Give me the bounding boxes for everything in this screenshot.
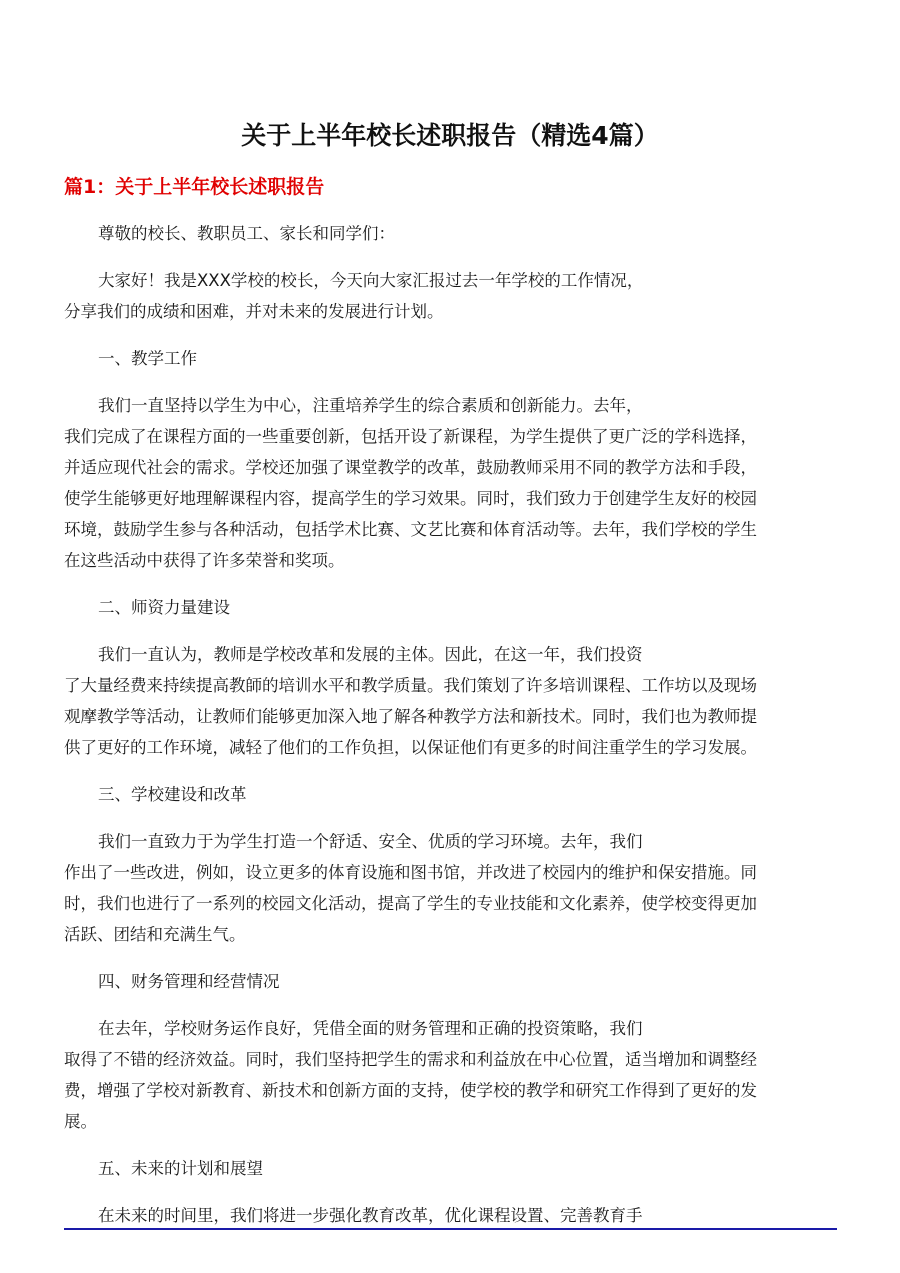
text-line: 环境，鼓励学生参与各种活动，包括学术比赛、文艺比赛和体育活动等。去年，我们学校的学生 xyxy=(64,520,757,539)
text-line: 在去年，学校财务运作良好，凭借全面的财务管理和正确的投资策略，我们 xyxy=(98,1019,643,1038)
text-line: 了大量经费来持续提高教師的培训水平和教学质量。我们策划了许多培训课程、工作坊以及现场 xyxy=(64,676,757,695)
text-line: 供了更好的工作环境，减轻了他们的工作负担，以保证他们有更多的时间注重学生的学习发展。 xyxy=(64,738,757,757)
intro-paragraph xyxy=(64,265,844,327)
section-paragraph-faculty xyxy=(64,639,844,763)
section-heading-faculty: 二、师资力量建设 xyxy=(98,598,230,617)
section-paragraph-future xyxy=(64,1200,844,1231)
text-line: 我们一直坚持以学生为中心，注重培养学生的综合素质和创新能力。去年， xyxy=(98,396,643,415)
greeting: 尊敬的校长、教职员工、家长和同学们： xyxy=(98,224,395,243)
text-line: 并适应现代社会的需求。学校还加强了课堂教学的改革，鼓励教师采用不同的教学方法和手段， xyxy=(64,458,757,477)
document-title: 关于上半年校长述职报告（精选4篇） xyxy=(241,121,659,150)
text-line: 我们完成了在课程方面的一些重要创新，包括开设了新课程，为学生提供了更广泛的学科选择， xyxy=(64,427,757,446)
text-line: 在未来的时间里，我们将进一步强化教育改革，优化课程设置、完善教育手 xyxy=(98,1206,643,1225)
text-line: 取得了不错的经济效益。同时，我们坚持把学生的需求和利益放在中心位置，适当增加和调整经 xyxy=(64,1050,757,1069)
text-line: 活跃、团结和充满生气。 xyxy=(64,925,246,944)
text-line: 我们一直认为，教师是学校改革和发展的主体。因此，在这一年，我们投资 xyxy=(98,645,643,664)
section-paragraph-construction xyxy=(64,826,844,950)
section-paragraph-finance xyxy=(64,1013,844,1137)
text-line: 在这些活动中获得了许多荣誉和奖项。 xyxy=(64,551,345,570)
document-body xyxy=(64,218,844,1247)
footer-divider xyxy=(64,1228,837,1230)
text-line: 展。 xyxy=(64,1112,97,1131)
section-heading-future: 五、未来的计划和展望 xyxy=(98,1159,263,1178)
text-line: 大家好！我是XXX学校的校长，今天向大家汇报过去一年学校的工作情况， xyxy=(98,271,644,290)
article-subtitle: 篇1：关于上半年校长述职报告 xyxy=(64,176,325,198)
text-line: 观摩教学等活动，让教师们能够更加深入地了解各种教学方法和新技术。同时，我们也为教师提 xyxy=(64,707,757,726)
text-line: 我们一直致力于为学生打造一个舒适、安全、优质的学习环境。去年，我们 xyxy=(98,832,643,851)
text-line: 作出了一些改进，例如，设立更多的体育设施和图书馆，并改进了校园内的维护和保安措施。同 xyxy=(64,863,757,882)
text-line: 使学生能够更好地理解课程内容，提高学生的学习效果。同时，我们致力于创建学生友好的校园 xyxy=(64,489,757,508)
section-heading-finance: 四、财务管理和经营情况 xyxy=(98,972,280,991)
text-line: 时，我们也进行了一系列的校园文化活动，提高了学生的专业技能和文化素养，使学校变得更加 xyxy=(64,894,757,913)
section-paragraph-teaching xyxy=(64,390,844,576)
text-line: 费，增强了学校对新教育、新技术和创新方面的支持，使学校的教学和研究工作得到了更好的发 xyxy=(64,1081,757,1100)
section-heading-construction: 三、学校建设和改革 xyxy=(98,785,247,804)
section-heading-teaching: 一、教学工作 xyxy=(98,349,197,368)
text-line: 分享我们的成绩和困难，并对未来的发展进行计划。 xyxy=(64,302,444,321)
